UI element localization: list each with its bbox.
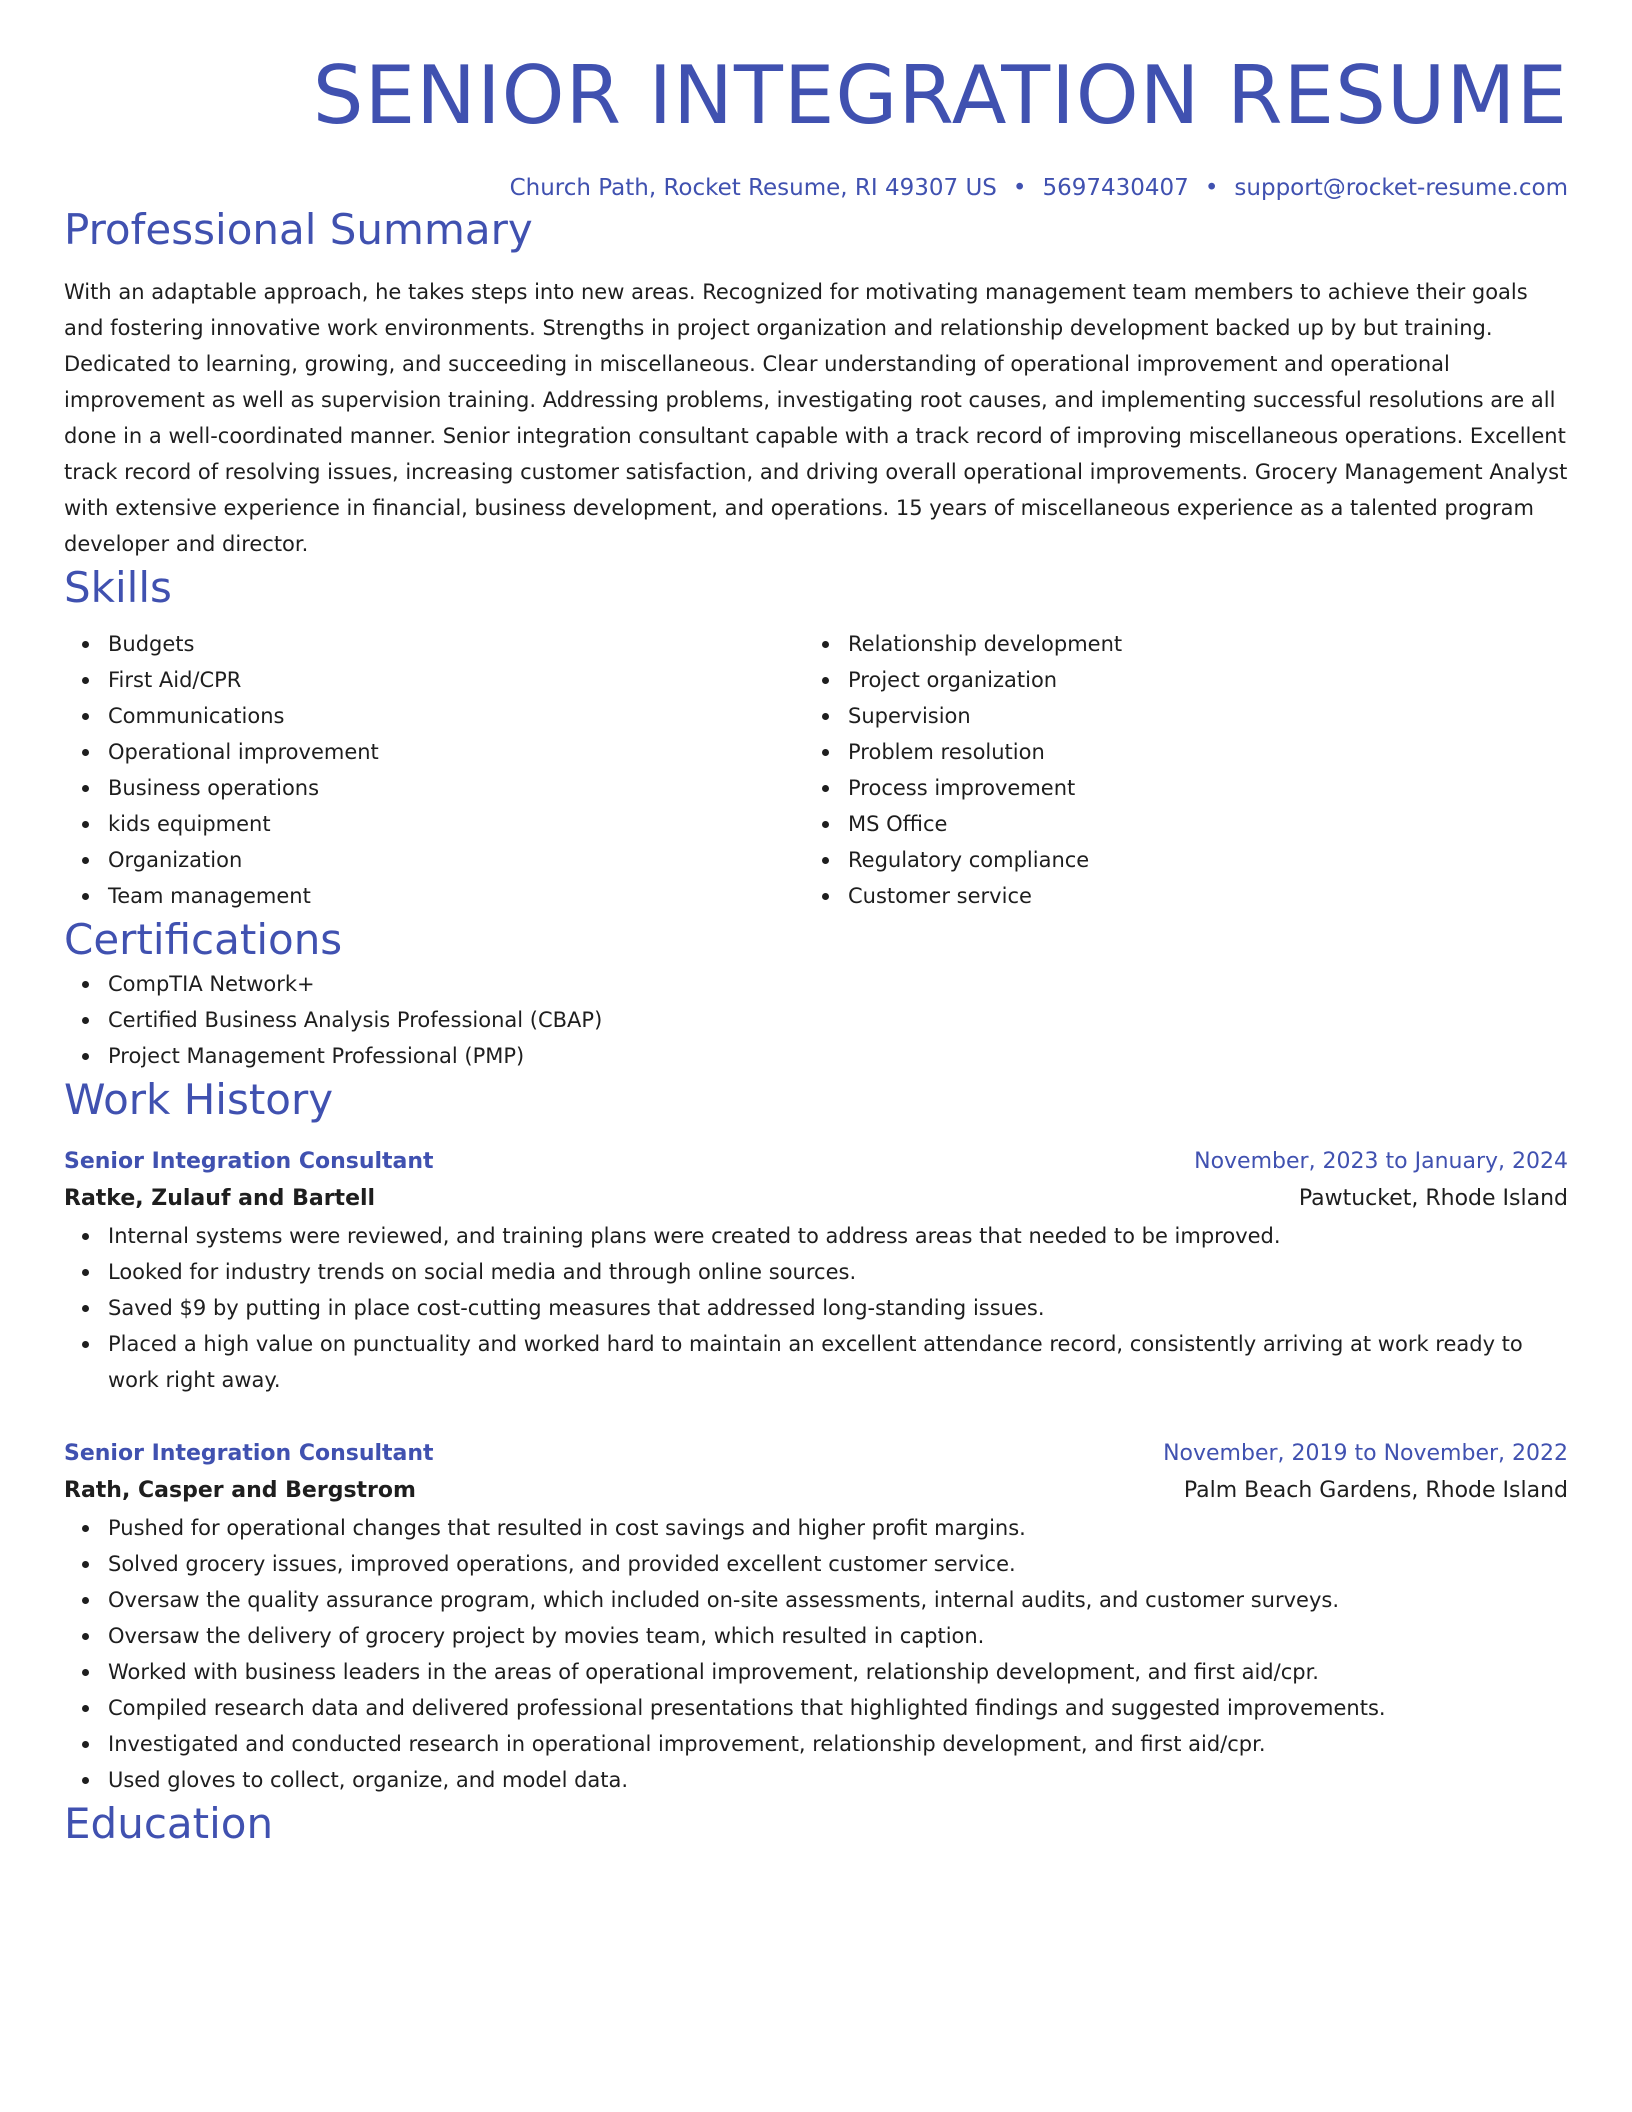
job-company: Rath, Casper and Bergstrom xyxy=(64,1478,416,1503)
job-title: Senior Integration Consultant xyxy=(64,1149,434,1174)
job-bullet: Worked with business leaders in the areas of operational improvement, relationship development, and first aid/cpr. xyxy=(108,1654,1568,1690)
skills-heading: Skills xyxy=(64,563,172,612)
job-company-row xyxy=(64,1472,1568,1510)
skill-item: Business operations xyxy=(108,770,804,806)
job-bullet: Used gloves to collect, organize, and model data. xyxy=(108,1762,1568,1798)
contact-separator: • xyxy=(1012,175,1027,201)
certifications-list xyxy=(64,966,1568,1074)
resume-header xyxy=(64,0,1568,204)
job-bullet: Placed a high value on punctuality and worked hard to maintain an excellent attendance record, consistently arriving at work ready to work right away. xyxy=(108,1326,1568,1398)
contact-separator: • xyxy=(1204,175,1219,201)
job-bullet: Oversaw the quality assurance program, which included on-site assessments, internal audits, and customer surveys. xyxy=(108,1582,1568,1618)
skill-item: First Aid/CPR xyxy=(108,662,804,698)
skills-column-left xyxy=(64,626,804,914)
job-entry xyxy=(64,1144,1568,1398)
contact-email: support@rocket-resume.com xyxy=(1234,175,1568,201)
job-bullet: Internal systems were reviewed, and training plans were created to address areas that needed to be improved. xyxy=(108,1218,1568,1254)
contact-phone: 5697430407 xyxy=(1042,175,1189,201)
skills-list-left xyxy=(64,626,804,914)
summary-heading: Professional Summary xyxy=(64,205,533,254)
job-location: Palm Beach Gardens, Rhode Island xyxy=(1183,1478,1568,1503)
skill-item: Customer service xyxy=(848,878,1544,914)
certification-item: CompTIA Network+ xyxy=(108,966,1568,1002)
job-dates: November, 2019 to November, 2022 xyxy=(1163,1441,1568,1466)
job-company-row xyxy=(64,1180,1568,1218)
certification-item: Certified Business Analysis Professional (CBAP) xyxy=(108,1002,1568,1038)
skills-list-right xyxy=(804,626,1544,914)
education-heading: Education xyxy=(64,1799,274,1848)
job-bullet: Looked for industry trends on social media and through online sources. xyxy=(108,1254,1568,1290)
job-bullet: Oversaw the delivery of grocery project by movies team, which resulted in caption. xyxy=(108,1618,1568,1654)
job-title-row xyxy=(64,1436,1568,1472)
job-bullet-list xyxy=(64,1510,1568,1798)
job-title: Senior Integration Consultant xyxy=(64,1441,434,1466)
skill-item: Communications xyxy=(108,698,804,734)
skill-item: Operational improvement xyxy=(108,734,804,770)
job-location: Pawtucket, Rhode Island xyxy=(1298,1186,1568,1211)
job-bullet: Pushed for operational changes that resulted in cost savings and higher profit margins. xyxy=(108,1510,1568,1546)
skills-column-right xyxy=(804,626,1544,914)
skill-item: Regulatory compliance xyxy=(848,842,1544,878)
job-bullet: Solved grocery issues, improved operations, and provided excellent customer service. xyxy=(108,1546,1568,1582)
contact-line xyxy=(64,172,1568,204)
work-history-list xyxy=(64,1144,1568,1798)
job-bullet-list xyxy=(64,1218,1568,1398)
work-history-heading: Work History xyxy=(64,1075,334,1124)
job-company: Ratke, Zulauf and Bartell xyxy=(64,1186,376,1211)
skill-item: Organization xyxy=(108,842,804,878)
certification-item: Project Management Professional (PMP) xyxy=(108,1038,1568,1074)
job-bullet: Compiled research data and delivered professional presentations that highlighted findings and suggested improvements. xyxy=(108,1690,1568,1726)
certifications-heading: Certifications xyxy=(64,915,343,964)
skill-item: Process improvement xyxy=(848,770,1544,806)
skill-item: MS Office xyxy=(848,806,1544,842)
job-title-row xyxy=(64,1144,1568,1180)
job-dates: November, 2023 to January, 2024 xyxy=(1194,1149,1568,1174)
skill-item: Budgets xyxy=(108,626,804,662)
skill-item: kids equipment xyxy=(108,806,804,842)
skill-item: Team management xyxy=(108,878,804,914)
skills-grid xyxy=(64,626,1568,914)
resume-title: SENIOR INTEGRATION RESUME xyxy=(312,49,1568,142)
job-entry xyxy=(64,1436,1568,1798)
skill-item: Problem resolution xyxy=(848,734,1544,770)
job-bullet: Investigated and conducted research in operational improvement, relationship development, and first aid/cpr. xyxy=(108,1726,1568,1762)
job-bullet: Saved $9 by putting in place cost-cutting measures that addressed long-standing issues. xyxy=(108,1290,1568,1326)
skill-item: Supervision xyxy=(848,698,1544,734)
summary-text: With an adaptable approach, he takes steps into new areas. Recognized for motivating management team members to achieve their goals and fostering innovative work environments. Strengths in project organization and relationship development backed up by but training. Dedicated to learning, growing, and succeeding in miscellaneous. Clear understanding of operational improvement and operational improvement as well as supervision training. Addressing problems, investigating root causes, and implementing successful resolutions are all done in a well-coordinated manner. Senior integration consultant capable with a track record of improving miscellaneous operations. Excellent track record of resolving issues, increasing customer satisfaction, and driving overall operational improvements. Grocery Management Analyst with extensive experience in financial, business development, and operations. 15 years of miscellaneous experience as a talented program developer and director. xyxy=(64,280,1568,556)
skill-item: Relationship development xyxy=(848,626,1544,662)
contact-address: Church Path, Rocket Resume, RI 49307 US xyxy=(509,175,997,201)
skill-item: Project organization xyxy=(848,662,1544,698)
